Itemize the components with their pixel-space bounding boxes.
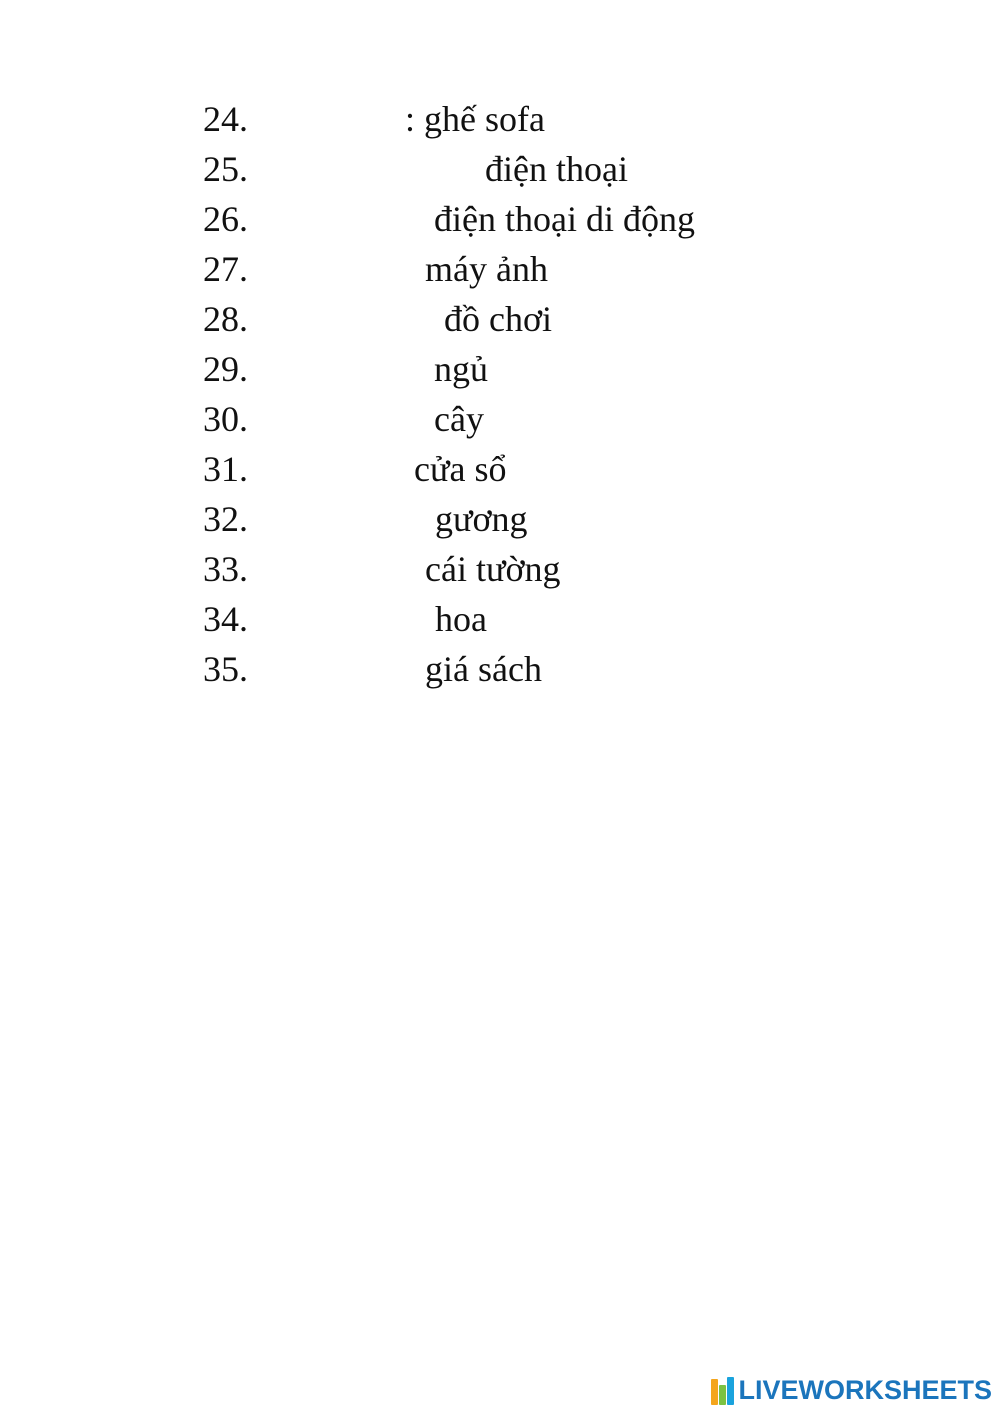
liveworksheets-logo-icon	[711, 1375, 735, 1405]
item-word: cửa sổ	[414, 449, 507, 489]
item-word: giá sách	[425, 649, 542, 689]
list-item	[0, 594, 1000, 644]
item-word: cây	[434, 399, 484, 439]
list-item	[0, 344, 1000, 394]
item-word: điện thoại di động	[434, 199, 695, 239]
item-number: 26.	[203, 199, 248, 239]
list-item	[0, 144, 1000, 194]
item-number: 31.	[203, 449, 248, 489]
item-number: 32.	[203, 499, 248, 539]
item-number: 25.	[203, 149, 248, 189]
list-item	[0, 494, 1000, 544]
item-word: gương	[435, 499, 528, 539]
item-number: 27.	[203, 249, 248, 289]
item-number: 29.	[203, 349, 248, 389]
item-word: hoa	[435, 599, 487, 639]
item-number: 30.	[203, 399, 248, 439]
item-number: 35.	[203, 649, 248, 689]
item-word: ngủ	[434, 349, 488, 389]
item-number: 24.	[203, 99, 248, 139]
list-item	[0, 194, 1000, 244]
list-item	[0, 94, 1000, 144]
item-number: 34.	[203, 599, 248, 639]
list-item	[0, 394, 1000, 444]
liveworksheets-logo	[711, 1373, 992, 1407]
item-number: 28.	[203, 299, 248, 339]
list-item	[0, 644, 1000, 694]
list-item	[0, 244, 1000, 294]
item-word: điện thoại	[485, 149, 628, 189]
item-word: đồ chơi	[444, 299, 553, 339]
item-word: : ghế sofa	[405, 99, 545, 139]
list-item	[0, 544, 1000, 594]
list-item	[0, 444, 1000, 494]
list-item	[0, 294, 1000, 344]
item-word: cái tường	[425, 549, 561, 589]
item-word: máy ảnh	[425, 249, 548, 289]
logo-text: LIVEWORKSHEETS	[738, 1375, 992, 1405]
item-number: 33.	[203, 549, 248, 589]
